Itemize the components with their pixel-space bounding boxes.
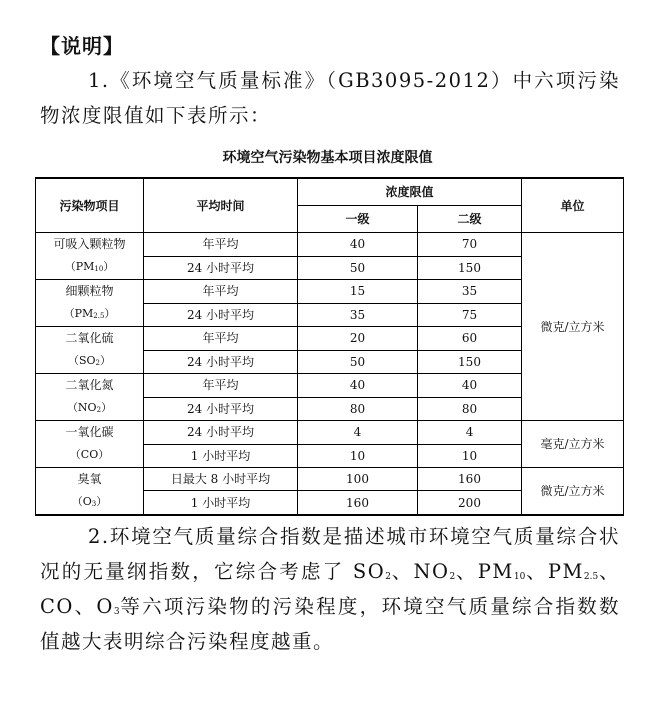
period-cell: 年平均 xyxy=(144,327,298,351)
pollutant-cell xyxy=(36,374,144,421)
header-period: 平均时间 xyxy=(144,178,298,233)
grade2-cell: 4 xyxy=(418,421,522,445)
pollutant-symbol: $(NO_2)$ xyxy=(66,401,113,414)
period-cell: 24 小时平均 xyxy=(144,421,298,445)
grade2-cell: 150 xyxy=(418,256,522,280)
grade1-cell: 20 xyxy=(298,327,418,351)
header-grade1: 一级 xyxy=(298,206,418,233)
grade1-cell: 80 xyxy=(298,397,418,421)
paragraph-aqi-index: 2.环境空气质量综合指数是描述城市环境空气质量综合状况的无量纲指数，它综合考虑了 $SO_2$、$NO_2$、$PM_{10}$、$PM_{2.5}$、CO、$O_3$等六项污染物的污染程度，环境空气质量综合指数数值越大表明综合污染程度越重。 xyxy=(40,525,620,653)
header-pollutant: 污染物项目 xyxy=(36,178,144,233)
grade1-cell: 15 xyxy=(298,280,418,304)
header-unit: 单位 xyxy=(522,178,624,233)
unit-cell-ug: 微克/立方米 xyxy=(522,233,624,421)
paragraph-standard-intro: 1.《环境空气质量标准》（GB3095-2012）中六项污染物浓度限值如下表所示： xyxy=(40,69,620,127)
pollutant-cell xyxy=(36,421,144,468)
grade1-cell: 10 xyxy=(298,444,418,468)
pollutant-name: 可吸入颗粒物 xyxy=(53,237,126,251)
pollutant-symbol: $(O_3)$ xyxy=(71,495,108,508)
grade2-cell: 150 xyxy=(418,350,522,374)
period-cell: 24 小时平均 xyxy=(144,350,298,374)
period-cell: 1 小时平均 xyxy=(144,491,298,515)
pollutant-symbol: $(PM_{10})$ xyxy=(64,260,115,273)
period-cell: 年平均 xyxy=(144,374,298,398)
unit-cell-mg: 毫克/立方米 xyxy=(522,421,624,468)
grade2-cell: 40 xyxy=(418,374,522,398)
grade2-cell: 75 xyxy=(418,303,522,327)
period-cell: 年平均 xyxy=(144,280,298,304)
concentration-limits-table xyxy=(35,177,624,516)
pollutant-name: 一氧化碳 xyxy=(65,425,114,439)
pollutant-cell xyxy=(36,233,144,280)
grade1-cell: 50 xyxy=(298,256,418,280)
period-cell: 1 小时平均 xyxy=(144,444,298,468)
pollutant-symbol: （CO） xyxy=(69,448,110,461)
grade1-cell: 40 xyxy=(298,233,418,257)
grade1-cell: 100 xyxy=(298,468,418,491)
header-limit: 浓度限值 xyxy=(298,178,522,206)
pollutant-name: 二氧化硫 xyxy=(65,331,114,345)
section-heading: 【说明】 xyxy=(40,34,124,58)
grade1-cell: 35 xyxy=(298,303,418,327)
header-grade2: 二级 xyxy=(418,206,522,233)
grade1-cell: 50 xyxy=(298,350,418,374)
grade2-cell: 35 xyxy=(418,280,522,304)
pollutant-cell xyxy=(36,280,144,327)
table-row xyxy=(36,421,624,445)
pollutant-name: 臭氧 xyxy=(77,472,102,486)
grade2-cell: 160 xyxy=(418,468,522,491)
pollutant-name: 细颗粒物 xyxy=(65,284,114,298)
pollutant-cell xyxy=(36,468,144,516)
table-row xyxy=(36,233,624,257)
grade1-cell: 4 xyxy=(298,421,418,445)
period-cell: 24 小时平均 xyxy=(144,397,298,421)
period-cell: 24 小时平均 xyxy=(144,303,298,327)
pollutant-cell xyxy=(36,327,144,374)
grade2-cell: 10 xyxy=(418,444,522,468)
period-cell: 24 小时平均 xyxy=(144,256,298,280)
grade2-cell: 70 xyxy=(418,233,522,257)
grade1-cell: 160 xyxy=(298,491,418,515)
period-cell: 年平均 xyxy=(144,233,298,257)
grade2-cell: 200 xyxy=(418,491,522,515)
pollutant-name: 二氧化氮 xyxy=(65,378,114,392)
pollutant-symbol: $(PM_{2.5})$ xyxy=(63,307,116,320)
period-cell: 日最大 8 小时平均 xyxy=(144,468,298,491)
unit-cell-ozone: 微克/立方米 xyxy=(522,468,624,516)
table-row xyxy=(36,468,624,491)
table-caption: 环境空气污染物基本项目浓度限值 xyxy=(222,150,433,166)
pollutant-symbol: $(SO_2)$ xyxy=(67,354,112,367)
grade1-cell: 40 xyxy=(298,374,418,398)
grade2-cell: 80 xyxy=(418,397,522,421)
grade2-cell: 60 xyxy=(418,327,522,351)
